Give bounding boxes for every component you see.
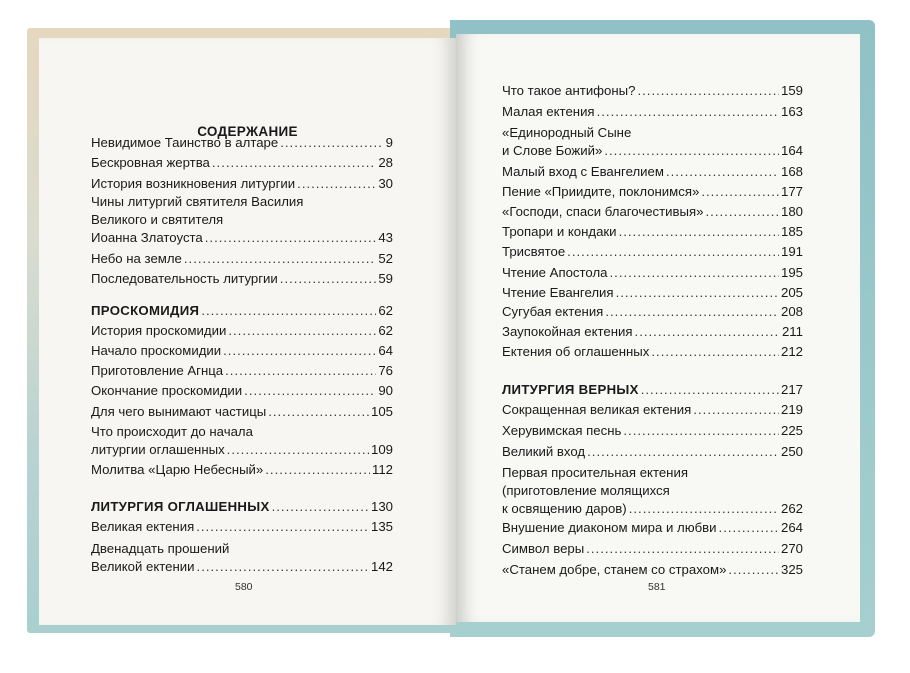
- toc-entry: [502, 322, 803, 342]
- right-page-number: 581: [648, 581, 666, 593]
- toc-leader-dots: [225, 361, 376, 381]
- toc-entry-title: Символ веры: [502, 541, 585, 556]
- toc-entry: [91, 174, 393, 194]
- toc-entry-page: 264: [780, 520, 803, 535]
- toc-entry-page: 325: [780, 562, 803, 577]
- toc-leader-dots: [637, 81, 779, 101]
- toc-entry: [91, 557, 393, 577]
- toc-entry-page: 250: [780, 444, 803, 459]
- toc-entry-line: «Единородный Сыне: [502, 125, 632, 140]
- toc-entry: [91, 381, 393, 401]
- toc-entry-page: 109: [370, 442, 393, 457]
- toc-entry-title: Сугубая ектения: [502, 304, 604, 319]
- toc-entry-title: Молитва «Царю Небесный»: [91, 462, 264, 477]
- toc-entry: [91, 153, 393, 173]
- toc-entry-page: 262: [780, 501, 803, 516]
- toc-entry-page: 135: [370, 519, 393, 534]
- toc-entry: [502, 141, 803, 161]
- toc-leader-dots: [597, 102, 779, 122]
- toc-entry-title: Херувимская песнь: [502, 423, 622, 438]
- toc-entry: [91, 228, 393, 248]
- toc-entry-title: Тропари и кондаки: [502, 224, 617, 239]
- toc-entry: [502, 499, 803, 519]
- toc-entry-page: 212: [780, 344, 803, 359]
- toc-entry: [91, 361, 393, 381]
- toc-entry-title: «Станем добре, станем со страхом»: [502, 562, 727, 577]
- toc-leader-dots: [701, 182, 779, 202]
- toc-leader-dots: [666, 162, 779, 182]
- toc-entry-title: Малый вход с Евангелием: [502, 164, 664, 179]
- toc-entry-page: 208: [780, 304, 803, 319]
- toc-entry-title: Невидимое Таинство в алтаре: [91, 135, 279, 150]
- toc-entry-page: 205: [780, 285, 803, 300]
- toc-entry: [502, 421, 803, 441]
- toc-entry-page: 185: [780, 224, 803, 239]
- toc-entry-title: Бескровная жертва: [91, 155, 210, 170]
- toc-entry-title: ЛИТУРГИЯ ОГЛАШЕННЫХ: [91, 499, 270, 514]
- toc-leader-dots: [228, 321, 376, 341]
- toc-entry-line: Великого и святителя: [91, 212, 224, 227]
- toc-entry-page: 59: [378, 271, 393, 286]
- toc-entry-page: 195: [780, 265, 803, 280]
- toc-entry-page: 28: [378, 155, 393, 170]
- toc-leader-dots: [280, 133, 383, 153]
- toc-entry-page: 180: [780, 204, 803, 219]
- toc-entry-title: ЛИТУРГИЯ ВЕРНЫХ: [502, 382, 639, 397]
- toc-entry: [502, 539, 803, 559]
- toc-entry-line: Первая просительная ектения: [502, 465, 688, 480]
- toc-entry: [502, 442, 803, 462]
- toc-entry-title: Что такое антифоны?: [502, 83, 636, 98]
- toc-entry-title: Чтение Евангелия: [502, 285, 614, 300]
- toc-entry-title: Приготовление Агнца: [91, 363, 224, 378]
- toc-leader-dots: [728, 560, 779, 580]
- toc-leader-dots: [268, 402, 369, 422]
- toc-entry: [502, 400, 803, 420]
- toc-heading: СОДЕРЖАНИЕ: [197, 124, 298, 139]
- toc-leader-dots: [693, 400, 779, 420]
- toc-entry-page: 168: [780, 164, 803, 179]
- toc-entry-line: (приготовление молящихся: [502, 483, 670, 498]
- right-page: [456, 34, 860, 622]
- toc-leader-dots: [212, 153, 376, 173]
- toc-leader-dots: [616, 283, 779, 303]
- toc-entry-title: Малая ектения: [502, 104, 595, 119]
- toc-entry-page: 105: [370, 404, 393, 419]
- toc-entry: [91, 249, 393, 269]
- toc-entry-page: 225: [780, 423, 803, 438]
- toc-entry-page: 211: [781, 324, 803, 339]
- toc-section: [502, 380, 803, 400]
- toc-entry: [91, 321, 393, 341]
- toc-entry-title: Для чего вынимают частицы: [91, 404, 267, 419]
- toc-entry-title: Чтение Апостола: [502, 265, 608, 280]
- toc-entry-page: 142: [370, 559, 393, 574]
- toc-entry: [502, 242, 803, 262]
- toc-entry-title: Ектения об оглашенных: [502, 344, 650, 359]
- toc-entry: [91, 402, 393, 422]
- toc-entry-page: 177: [780, 184, 803, 199]
- toc-entry: [502, 518, 803, 538]
- toc-leader-dots: [706, 202, 779, 222]
- left-page-number: 580: [235, 581, 253, 593]
- toc-entry-page: 30: [378, 176, 393, 191]
- toc-entry-title: Трисвятое: [502, 244, 566, 259]
- toc-entry: [502, 202, 803, 222]
- toc-leader-dots: [196, 517, 369, 537]
- toc-entry-page: 217: [780, 382, 803, 397]
- toc-entry-title: Великой ектении: [91, 559, 195, 574]
- toc-entry-title: Великая ектения: [91, 519, 195, 534]
- toc-entry: [502, 222, 803, 242]
- toc-entry: [502, 302, 803, 322]
- toc-entry: [91, 517, 393, 537]
- toc-entry-title: к освящению даров): [502, 501, 627, 516]
- toc-entry: [91, 269, 393, 289]
- toc-entry-page: 112: [371, 462, 393, 477]
- toc-entry-title: Заупокойная ектения: [502, 324, 633, 339]
- toc-entry: [502, 263, 803, 283]
- toc-entry-title: История проскомидии: [91, 323, 227, 338]
- toc-entry-title: ПРОСКОМИДИЯ: [91, 303, 200, 318]
- toc-entry-line: Двенадцать прошений: [91, 541, 230, 556]
- toc-entry-line: Что происходит до начала: [91, 424, 253, 439]
- toc-entry-page: 9: [385, 135, 393, 150]
- toc-entry-title: Внушение диаконом мира и любви: [502, 520, 717, 535]
- toc-leader-dots: [604, 141, 779, 161]
- toc-leader-dots: [586, 539, 779, 559]
- toc-leader-dots: [623, 421, 779, 441]
- toc-leader-dots: [641, 380, 779, 400]
- toc-entry-title: Последовательность литургии: [91, 271, 278, 286]
- toc-leader-dots: [197, 557, 369, 577]
- toc-leader-dots: [619, 222, 779, 242]
- toc-entry-page: 130: [370, 499, 393, 514]
- toc-leader-dots: [244, 381, 376, 401]
- toc-entry: [91, 133, 393, 153]
- toc-entry-title: Начало проскомидии: [91, 343, 222, 358]
- toc-entry-page: 219: [780, 402, 803, 417]
- toc-leader-dots: [184, 249, 376, 269]
- toc-leader-dots: [651, 342, 779, 362]
- toc-entry-title: «Господи, спаси благочестивыя»: [502, 204, 704, 219]
- toc-entry-title: Сокращенная великая ектения: [502, 402, 692, 417]
- toc-entry: [91, 341, 393, 361]
- toc-entry-title: Иоанна Златоуста: [91, 230, 203, 245]
- toc-leader-dots: [201, 301, 376, 321]
- toc-section: [91, 497, 393, 517]
- toc-entry-page: 270: [780, 541, 803, 556]
- toc-leader-dots: [587, 442, 779, 462]
- toc-entry: [502, 560, 803, 580]
- toc-entry-title: История возникновения литургии: [91, 176, 296, 191]
- toc-leader-dots: [223, 341, 376, 361]
- toc-entry-page: 62: [378, 323, 393, 338]
- toc-entry-page: 43: [378, 230, 393, 245]
- toc-entry-title: литургии оглашенных: [91, 442, 225, 457]
- toc-entry: [502, 102, 803, 122]
- toc-leader-dots: [605, 302, 779, 322]
- toc-leader-dots: [629, 499, 779, 519]
- toc-leader-dots: [719, 518, 779, 538]
- toc-leader-dots: [567, 242, 779, 262]
- left-page: [39, 38, 456, 625]
- toc-entry-page: 164: [780, 143, 803, 158]
- toc-entry-page: 64: [378, 343, 393, 358]
- toc-entry-page: 76: [378, 363, 393, 378]
- toc-leader-dots: [265, 460, 370, 480]
- toc-leader-dots: [635, 322, 780, 342]
- toc-entry: [502, 182, 803, 202]
- toc-entry-title: Пение «Приидите, поклонимся»: [502, 184, 700, 199]
- toc-leader-dots: [297, 174, 376, 194]
- toc-entry: [91, 440, 393, 460]
- toc-entry-title: Великий вход: [502, 444, 586, 459]
- toc-entry-page: 52: [378, 251, 393, 266]
- toc-entry-title: Окончание проскомидии: [91, 383, 243, 398]
- toc-entry: [91, 460, 393, 480]
- toc-entry: [502, 283, 803, 303]
- toc-entry-page: 62: [378, 303, 393, 318]
- toc-entry: [502, 342, 803, 362]
- toc-entry-page: 163: [780, 104, 803, 119]
- toc-leader-dots: [205, 228, 377, 248]
- toc-entry: [502, 162, 803, 182]
- toc-entry-page: 191: [780, 244, 803, 259]
- toc-entry-title: Небо на земле: [91, 251, 182, 266]
- toc-entry-title: и Слове Божий»: [502, 143, 603, 158]
- toc-section: [91, 301, 393, 321]
- toc-entry: [502, 81, 803, 101]
- toc-entry-page: 159: [780, 83, 803, 98]
- toc-leader-dots: [272, 497, 369, 517]
- toc-leader-dots: [610, 263, 779, 283]
- toc-entry-line: Чины литургий святителя Василия: [91, 194, 304, 209]
- toc-entry-page: 90: [378, 383, 393, 398]
- toc-leader-dots: [280, 269, 377, 289]
- toc-leader-dots: [227, 440, 369, 460]
